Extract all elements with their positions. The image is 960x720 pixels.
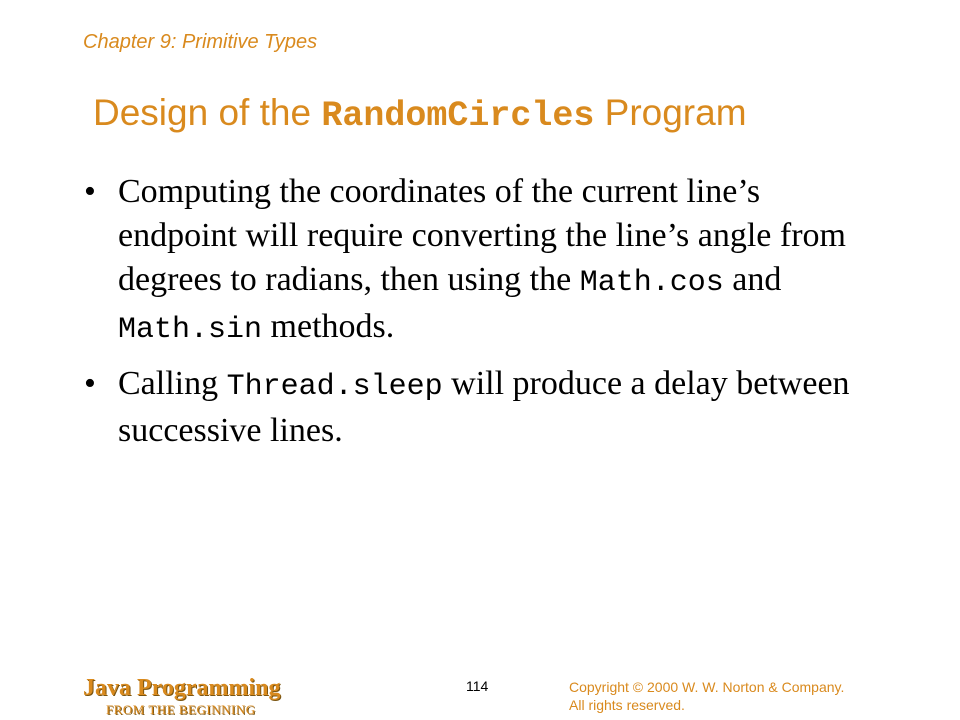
footer-brand-logo [83,674,281,718]
title-prefix: Design of the [93,92,312,133]
slide-title [93,92,913,136]
inline-code: Math.cos [579,266,724,300]
page-number: 114 [466,678,489,694]
copyright-notice [569,678,909,714]
title-code: RandomCircles [321,96,595,136]
bullet-list [84,170,884,463]
chapter-heading: Chapter 9: Primitive Types [83,31,318,53]
brand-subtitle: FROM THE BEGINNING [106,702,256,717]
brand-title: Java Programming [83,675,281,701]
bullet-text: and [723,261,782,298]
bullet-text: methods. [262,308,395,345]
bullet-text: Calling [118,365,227,402]
bullet-item [84,362,884,453]
copyright-line: All rights reserved. [569,697,685,713]
copyright-line: Copyright © 2000 W. W. Norton & Company. [569,679,845,695]
bullet-item [84,170,884,352]
bullet-marker: • [84,365,96,402]
bullet-marker: • [84,173,96,210]
inline-code: Thread.sleep [226,370,443,404]
bullet-text: will produce a delay between successive lines. [118,365,850,449]
bullet-text: Computing the coordinates of the current line’s endpoint will require converting the line’s angle from degrees to radians, then using the [118,173,846,298]
title-suffix: Program [604,92,747,133]
inline-code: Math.sin [118,313,263,347]
